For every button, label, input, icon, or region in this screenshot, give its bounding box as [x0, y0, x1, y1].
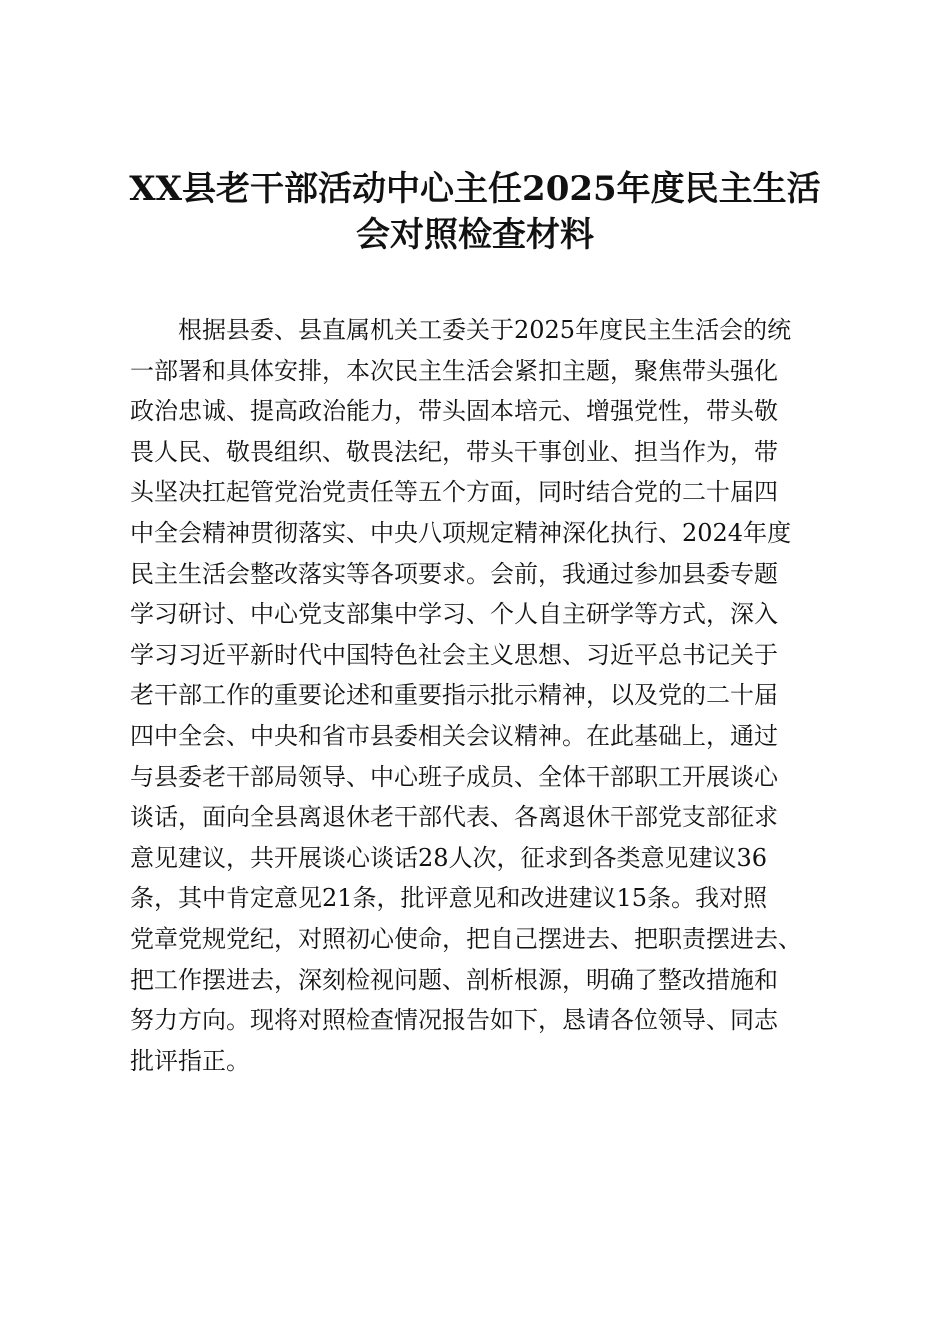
paragraph-line: 学习习近平新时代中国特色社会主义思想、习近平总书记关于 [130, 640, 778, 669]
title-line-2: 会对照检查材料 [356, 215, 594, 255]
paragraph-line: 党章党规党纪，对照初心使命，把自己摆进去、把职责摆进去、 [130, 924, 802, 953]
paragraph-line: 意见建议，共开展谈心谈话28人次，征求到各类意见建议36 [130, 843, 768, 872]
title-line-1: XX县老干部活动中心主任2025年度民主生活 [129, 169, 821, 209]
paragraph-line: 四中全会、中央和省市县委相关会议精神。在此基础上，通过 [130, 721, 778, 750]
paragraph-line: 把工作摆进去，深刻检视问题、剖析根源，明确了整改措施和 [130, 965, 778, 994]
paragraph-line: 老干部工作的重要论述和重要指示批示精神，以及党的二十届 [130, 681, 778, 710]
paragraph-line: 与县委老干部局领导、中心班子成员、全体干部职工开展谈心 [130, 762, 778, 791]
paragraph-line: 根据县委、县直属机关工委关于2025年度民主生活会的统 [178, 316, 792, 344]
paragraph-line: 畏人民、敬畏组织、敬畏法纪，带头干事创业、担当作为，带 [130, 437, 778, 466]
paragraph-line: 政治忠诚、提高政治能力，带头固本培元、增强党性，带头敬 [130, 397, 778, 426]
paragraph-line: 谈话，面向全县离退休老干部代表、各离退休干部党支部征求 [130, 803, 778, 832]
paragraph-line: 批评指正。 [130, 1046, 250, 1075]
paragraph-line: 头坚决扛起管党治党责任等五个方面，同时结合党的二十届四 [130, 478, 778, 507]
body-paragraph [130, 310, 826, 1081]
document-title [100, 166, 850, 258]
paragraph-line: 努力方向。现将对照检查情况报告如下，恳请各位领导、同志 [130, 1006, 778, 1035]
paragraph-line: 条，其中肯定意见21条，批评意见和改进建议15条。我对照 [130, 884, 768, 913]
paragraph-line: 中全会精神贯彻落实、中央八项规定精神深化执行、2024年度 [130, 518, 792, 547]
paragraph-line: 学习研讨、中心党支部集中学习、个人自主研学等方式，深入 [130, 600, 778, 629]
paragraph-line: 一部署和具体安排，本次民主生活会紧扣主题，聚焦带头强化 [130, 356, 778, 385]
paragraph-line: 民主生活会整改落实等各项要求。会前，我通过参加县委专题 [130, 559, 778, 588]
